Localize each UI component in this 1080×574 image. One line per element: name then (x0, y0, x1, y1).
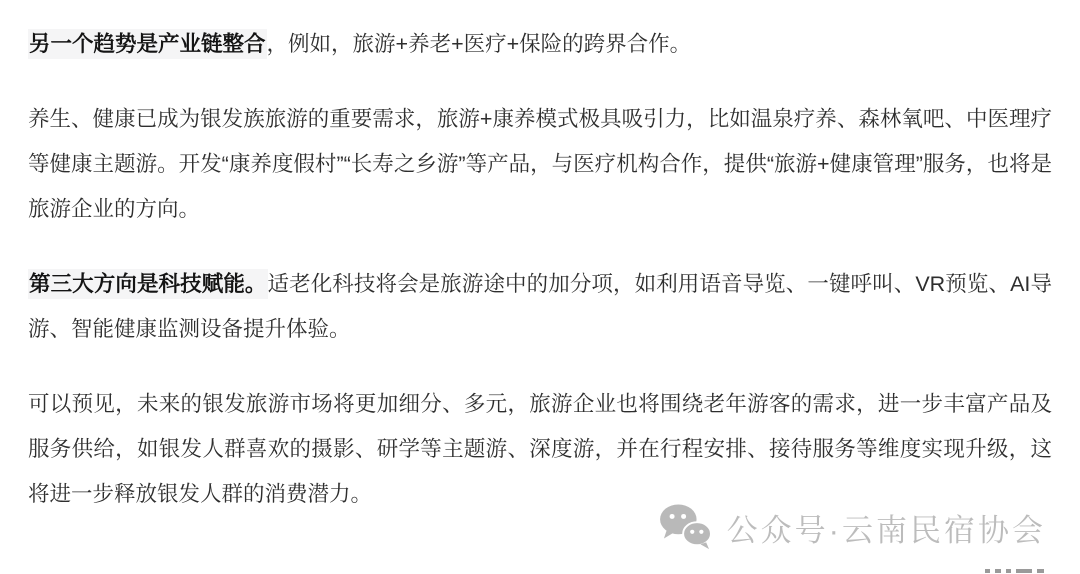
paragraph-industry-chain (28, 22, 1052, 67)
highlighted-lead-tech-empowerment: 第三大方向是科技赋能。 (28, 269, 268, 299)
clipped-text-fragment (985, 569, 1047, 574)
paragraph-text: ，例如，旅游+养老+医疗+保险的跨界合作。 (266, 32, 692, 56)
paragraph-text: 适老化科技将会是旅游途中的加分项，如利用语音导览、一键呼叫、VR预览、AI导游、智能健康监测设备提升体验。 (28, 272, 1052, 341)
paragraph-market-outlook (28, 382, 1052, 517)
paragraph-tech-empowerment (28, 262, 1052, 352)
paragraph-health-tourism (28, 97, 1052, 232)
highlighted-lead-industry-chain: 另一个趋势是产业链整合 (28, 29, 267, 59)
wechat-icon (659, 503, 713, 551)
paragraph-text: 养生、健康已成为银发族旅游的重要需求，旅游+康养模式极具吸引力，比如温泉疗养、森林氧吧、中医理疗等健康主题游。开发“康养度假村”“长寿之乡游”等产品，与医疗机构合作，提供“旅游+健康管理”服务，也将是旅游企业的方向。 (28, 107, 1052, 221)
watermark-label: 公众号·云南民宿协会 (726, 512, 1046, 548)
article-body (28, 22, 1052, 547)
paragraph-text: 可以预见，未来的银发旅游市场将更加细分、多元，旅游企业也将围绕老年游客的需求，进一步丰富产品及服务供给，如银发人群喜欢的摄影、研学等主题游、深度游，并在行程安排、接待服务等维度实现升级，这将进一步释放银发人群的消费潜力。 (28, 392, 1052, 506)
watermark (659, 503, 1046, 551)
